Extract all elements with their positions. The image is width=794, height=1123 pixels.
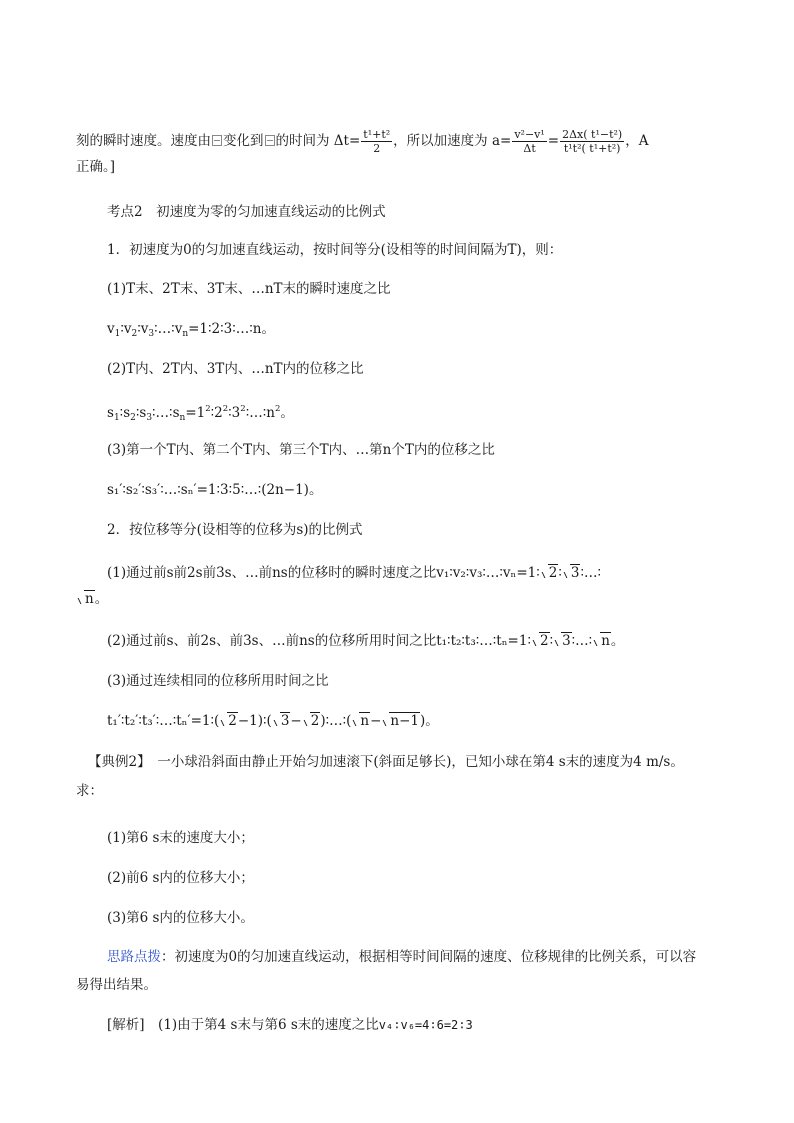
example-text: 一小球沿斜面由静止开始匀加速滚下(斜面足够长)，已知小球在第4 s末的速度为4 m/s。 xyxy=(143,754,684,770)
example-line xyxy=(88,753,684,771)
text-segment: = xyxy=(547,133,560,149)
text-segment: t₁∶t₂∶t₃∶…∶tₙ=1∶ xyxy=(436,633,531,649)
placeholder-symbol-icon xyxy=(265,135,275,146)
fraction-denominator: t¹t²( t¹+t²) xyxy=(563,142,621,155)
text-segment: 的时间为 Δt= xyxy=(275,133,361,149)
paragraph-line: 1．初速度为0的匀加速直线运动，按时间等分(设相等的时间间隔为T)，则： xyxy=(107,242,563,258)
text-segment: v xyxy=(174,321,183,337)
text-segment: ，所以加速度为 a= xyxy=(393,133,512,149)
fraction-numerator: v²−v¹ xyxy=(514,128,545,141)
formula-line-time-by-distance: (2)通过前s、前2s、前3s、…前ns的位移所用时间之比t₁∶t₂∶t₃∶…∶tₙ=1∶ 2∶ 3∶…∶ n。 xyxy=(107,633,625,649)
hint-line-continuation: 易得出结果。 xyxy=(76,977,157,993)
paragraph-line: (2)T内、2T内、3T内、…nT内的位移之比 xyxy=(107,361,364,377)
text-segment: )。 xyxy=(420,713,439,729)
formula-successive-displacement: s₁′∶s₂′∶s₃′∶…∶sₙ′=1∶3∶5∶…∶(2n−1)。 xyxy=(107,482,323,498)
text-segment: v xyxy=(123,321,132,337)
text-segment: t₁′∶t₂′∶t₃′∶…∶tₙ′=1∶( xyxy=(107,713,220,729)
text-segment: s xyxy=(139,405,147,421)
fraction-velocity xyxy=(512,128,546,155)
formula-continuation: n。 xyxy=(76,590,108,608)
sqrt-symbol: 2 xyxy=(219,712,238,730)
example-label: 【典例2】 xyxy=(88,754,144,770)
formula-displacement-ratio: $s_1∶s_2∶s_3∶\dots∶s_n=1^2∶2^2∶3^2∶\dots∶n^2$。 xyxy=(107,404,294,423)
sqrt-symbol: 3 xyxy=(272,712,291,730)
hint-line xyxy=(107,948,696,966)
text-segment: − xyxy=(370,713,382,729)
text-segment: (1)通过前s前2s前3s、…前ns的位移时的瞬时速度之比 xyxy=(107,565,437,581)
placeholder-symbol-icon xyxy=(212,135,222,146)
analysis-label: [解析] xyxy=(107,1017,145,1033)
fraction-numerator: t¹+t² xyxy=(363,128,391,141)
sqrt-symbol: n xyxy=(592,632,611,650)
analysis-formula: v₄∶v₆=4∶6=2∶3 xyxy=(378,1018,473,1032)
sqrt-symbol: 3 xyxy=(553,632,572,650)
question-1: (1)第6 s末的速度大小； xyxy=(107,830,254,846)
paragraph-line: 2．按位移等分(设相等的位移为s)的比例式 xyxy=(107,522,363,538)
fraction-result xyxy=(560,128,624,155)
formula-velocity-ratio: $v_1∶v_2∶v_3∶\dots∶v_n=1∶2∶3∶\dots∶n$。 xyxy=(107,321,275,339)
formula-line-velocity-by-distance: (1)通过前s前2s前3s、…前ns的位移时的瞬时速度之比v₁∶v₂∶v₃∶…∶vₙ=1∶ 2∶ 3∶…∶ xyxy=(107,565,602,581)
text-segment: 变化到 xyxy=(223,133,264,149)
section-title: 考点2 初速度为零的匀加速直线运动的比例式 xyxy=(107,204,386,220)
analysis-line xyxy=(107,1016,473,1034)
example-line-continuation: 求： xyxy=(76,783,103,799)
text-segment: 刻的瞬时速度。速度由 xyxy=(76,133,211,149)
text-segment: 。 xyxy=(280,405,294,421)
text-segment: v xyxy=(140,321,149,337)
hint-label: 思路点拨 xyxy=(107,949,161,965)
paragraph-line: (3)第一个T内、第二个T内、第三个T内、…第n个T内的位移之比 xyxy=(107,442,495,458)
question-3: (3)第6 s内的位移大小。 xyxy=(107,910,254,926)
text-segment: (2)通过前s、前2s、前3s、…前ns的位移所用时间之比 xyxy=(107,633,437,649)
paragraph-line: 正确。] xyxy=(76,159,116,175)
sqrt-symbol: 3 xyxy=(562,564,581,582)
text-segment: s xyxy=(123,405,131,421)
sqrt-radicand: n xyxy=(85,591,94,607)
sqrt-symbol: 2 xyxy=(540,564,559,582)
text-segment: ，A xyxy=(625,133,649,149)
sqrt-symbol xyxy=(76,590,95,608)
text-segment: =1 xyxy=(185,405,206,421)
fraction-time xyxy=(361,128,392,155)
fraction-denominator: 2 xyxy=(373,142,381,155)
sqrt-symbol: n−1 xyxy=(381,712,420,730)
text-segment: v₁∶v₂∶v₃∶…∶vₙ=1∶ xyxy=(436,565,540,581)
paragraph-line: (1)T末、2T末、3T末、…nT末的瞬时速度之比 xyxy=(107,281,391,297)
text-segment: s xyxy=(172,405,180,421)
sqrt-symbol: 2 xyxy=(531,632,550,650)
fraction-numerator: 2Δx( t¹−t²) xyxy=(562,128,623,141)
text-segment: v xyxy=(107,321,115,337)
paragraph-line: (3)通过连续相同的位移所用时间之比 xyxy=(107,673,329,689)
hint-text: ：初速度为0的匀加速直线运动，根据相等时间间隔的速度、位移规律的比例关系，可以容 xyxy=(161,949,697,965)
sqrt-symbol: 2 xyxy=(302,712,321,730)
analysis-text: (1)由于第4 s末与第6 s末的速度之比 xyxy=(144,1017,379,1033)
text-segment: − xyxy=(290,713,302,729)
text-segment: )∶…∶( xyxy=(320,713,352,729)
formula-line-acceleration xyxy=(76,128,648,155)
text-segment: s xyxy=(107,405,114,421)
text-segment: =1∶2∶3∶…∶n。 xyxy=(188,321,275,337)
question-2: (2)前6 s内的位移大小； xyxy=(107,870,254,886)
text-segment: −1)∶( xyxy=(237,713,272,729)
fraction-denominator: Δt xyxy=(523,142,536,155)
sqrt-symbol: n xyxy=(351,712,370,730)
formula-successive-time xyxy=(107,712,439,730)
